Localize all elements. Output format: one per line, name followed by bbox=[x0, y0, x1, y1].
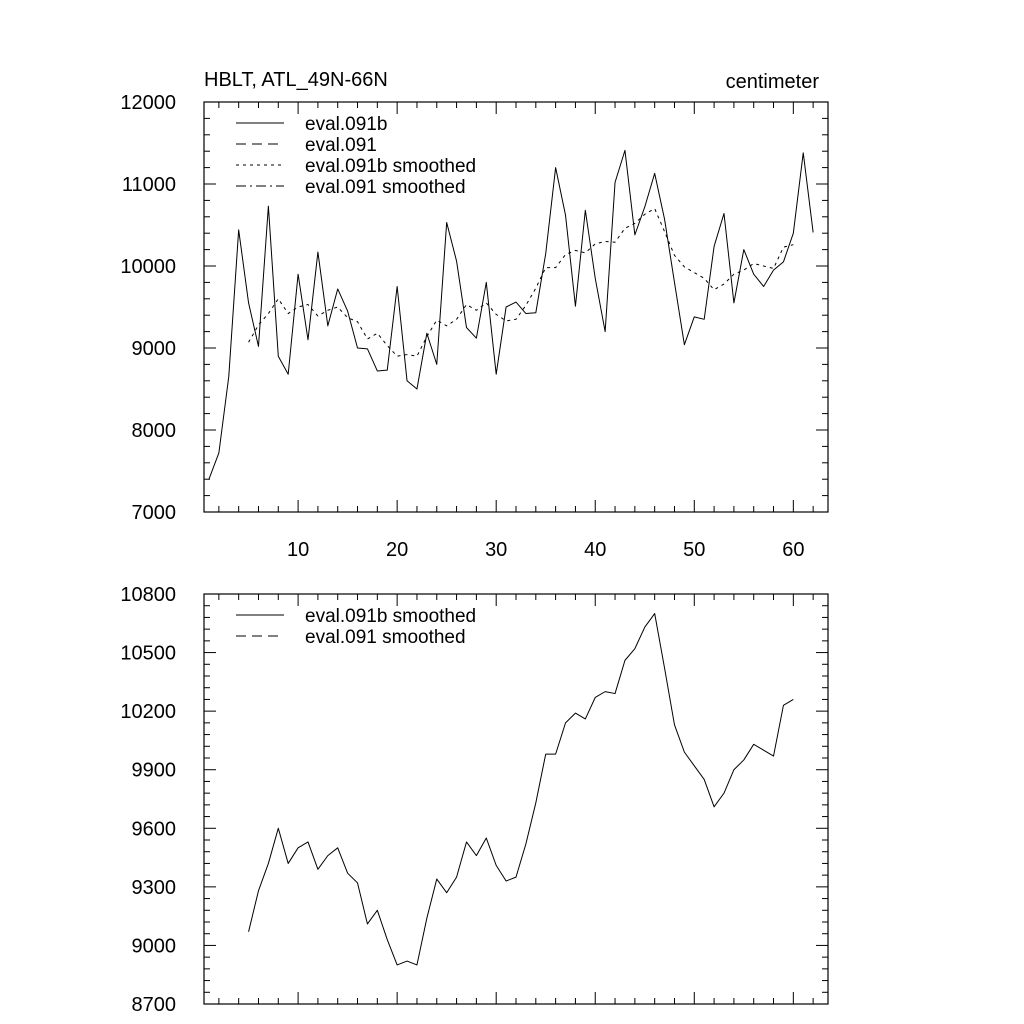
series-line bbox=[249, 209, 794, 357]
y-tick-label: 7000 bbox=[131, 502, 176, 524]
y-tick-label: 8000 bbox=[131, 420, 176, 442]
legend-label: eval.091 smoothed bbox=[305, 627, 466, 648]
y-tick-label: 10800 bbox=[120, 584, 176, 606]
x-tick-label: 60 bbox=[782, 539, 805, 561]
legend-label: eval.091b smoothed bbox=[305, 156, 477, 177]
legend-label: eval.091b smoothed bbox=[305, 606, 477, 627]
x-tick-label: 40 bbox=[584, 539, 607, 561]
y-tick-label: 8700 bbox=[131, 994, 176, 1016]
top-panel bbox=[120, 69, 828, 561]
y-tick-label: 9300 bbox=[131, 876, 176, 899]
y-tick-label: 10000 bbox=[120, 256, 176, 278]
plot-frame bbox=[204, 594, 828, 1004]
legend-label: eval.091 smoothed bbox=[305, 177, 466, 198]
y-tick-label: 10500 bbox=[120, 642, 176, 665]
y-tick-label: 9000 bbox=[131, 338, 176, 360]
series-line bbox=[209, 150, 813, 479]
bottom-panel bbox=[120, 584, 828, 1016]
y-tick-label: 12000 bbox=[120, 92, 176, 114]
legend-label: eval.091b bbox=[305, 114, 388, 135]
y-tick-label: 11000 bbox=[121, 174, 176, 196]
units-label: centimeter bbox=[725, 71, 819, 93]
series-line bbox=[249, 614, 794, 965]
x-tick-label: 30 bbox=[485, 539, 508, 561]
y-tick-label: 10200 bbox=[120, 701, 176, 724]
x-tick-label: 50 bbox=[683, 539, 706, 561]
plot-frame bbox=[204, 102, 828, 512]
y-tick-label: 9600 bbox=[131, 818, 176, 841]
chart-title: HBLT, ATL_49N-66N bbox=[204, 69, 388, 91]
y-tick-label: 9000 bbox=[131, 935, 176, 958]
legend-label: eval.091 bbox=[305, 135, 377, 156]
x-tick-label: 20 bbox=[386, 539, 409, 561]
y-tick-label: 9900 bbox=[131, 759, 176, 782]
x-tick-label: 10 bbox=[286, 539, 310, 561]
